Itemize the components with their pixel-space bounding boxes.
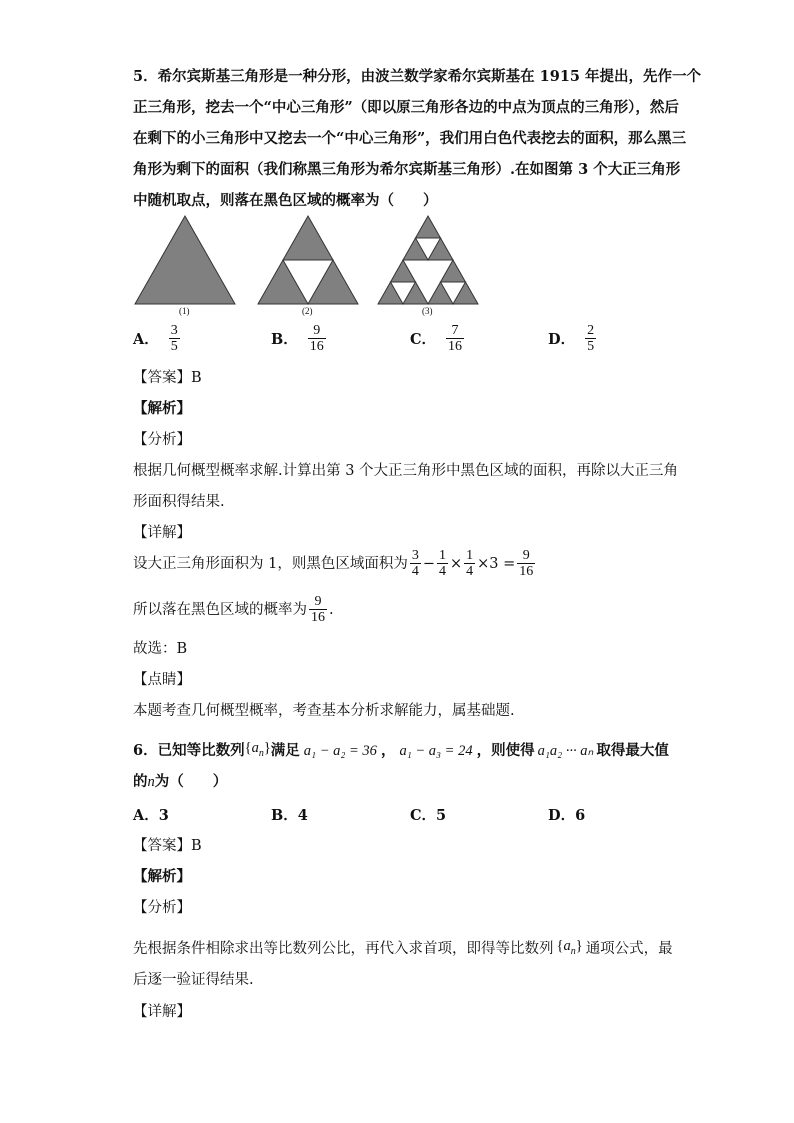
fraction: $\frac{3}{4}$	[411, 548, 419, 579]
q5-dianjing-heading: 【点睛】	[133, 672, 191, 688]
option-fraction: $\frac{3}{5}$	[170, 323, 178, 354]
detail-text: 设大正三角形面积为 1，则黑色区域面积为	[133, 555, 408, 572]
q6-text: 取得最大值	[596, 741, 669, 759]
option-label: C．	[410, 331, 437, 348]
q5-detail-line-2	[133, 594, 334, 625]
operator: ×	[450, 555, 463, 572]
q6-option-a[interactable]: A．3	[133, 807, 169, 824]
q6-text: ，	[380, 741, 396, 759]
q6-detail-heading: 【详解】	[133, 1004, 191, 1020]
figure-caption-2: (2)	[302, 306, 313, 316]
figure-caption-1: (1)	[179, 306, 190, 316]
q6-option-b[interactable]: B．4	[271, 807, 308, 824]
q5-line-1: 5．希尔宾斯基三角形是一种分形，由波兰数学家希尔宾斯基在 1915 年提出，先作一个	[133, 68, 702, 85]
q6-option-d[interactable]: D．6	[548, 807, 586, 824]
q5-choose: 故选：B	[133, 641, 188, 657]
option-label: A．	[133, 331, 159, 348]
option-fraction: $\frac{7}{16}$	[448, 323, 463, 354]
q6-fenxi-heading: 【分析】	[133, 900, 191, 916]
q5-option-a[interactable]	[133, 323, 182, 354]
q6-line-2	[133, 772, 227, 792]
q5-line-2: 正三角形，挖去一个“中心三角形”（即以原三角形各边的中点为顶点的三角形），然后	[133, 99, 679, 116]
q5-answer: 【答案】B	[133, 370, 202, 386]
q6-analysis-heading: 【解析】	[133, 868, 191, 885]
fraction: $\frac{9}{16}$	[519, 548, 534, 579]
q6-text: ，则使得	[476, 741, 535, 759]
q5-fenxi-line-1: 根据几何概型概率求解.计算出第 3 个大正三角形中黑色区域的面积，再除以大正三角	[133, 463, 679, 479]
q5-line-3: 在剩下的小三角形中又挖去一个“中心三角形”，我们用白色代表挖去的面积，那么黑三	[133, 130, 687, 147]
condition-1: a₁ − a₂ = 36	[303, 742, 377, 759]
sierpinski-figure-3	[376, 214, 480, 306]
sierpinski-figure-2	[256, 214, 360, 306]
product-expression: a₁a₂ ··· aₙ	[537, 742, 594, 759]
option-label: D．	[548, 331, 576, 348]
q5-detail-line-1	[133, 548, 537, 579]
q5-fenxi-line-2: 形面积得结果.	[133, 494, 225, 510]
q5-dianjing: 本题考查几何概型概率，考查基本分析求解能力，属基础题.	[133, 703, 515, 719]
sequence-notation: $\{a_n\}$	[556, 938, 583, 957]
q5-detail-heading: 【详解】	[133, 525, 191, 541]
n-variable: n	[147, 774, 155, 790]
operator: ×3 =	[477, 555, 516, 572]
detail-text: .	[329, 601, 334, 618]
q6-line-1	[133, 738, 669, 764]
q6-option-c[interactable]: C．5	[410, 807, 447, 824]
q5-option-c[interactable]	[410, 323, 466, 354]
fraction: $\frac{1}{4}$	[439, 548, 446, 579]
q6-fenxi-line-1	[133, 936, 673, 962]
figure-caption-3: (3)	[422, 306, 433, 316]
condition-2: a₁ − a₃ = 24	[399, 742, 473, 759]
q6-text: 的	[133, 773, 148, 790]
q5-line-5: 中随机取点，则落在黑色区域的概率为（ ）	[133, 192, 438, 209]
sequence-notation: $\{a_n\}$	[244, 740, 271, 759]
sierpinski-figure-1	[133, 214, 237, 306]
q6-text: 先根据条件相除求出等比数列公比，再代入求首项，即得等比数列	[133, 940, 554, 957]
q5-option-d[interactable]	[548, 323, 598, 354]
option-fraction: $\frac{9}{16}$	[309, 323, 324, 354]
detail-text: 所以落在黑色区域的概率为	[133, 601, 307, 618]
q6-text: 通项公式，最	[585, 940, 673, 957]
q6-text: 6．已知等比数列	[133, 741, 245, 759]
fraction: $\frac{1}{4}$	[466, 548, 474, 579]
q6-fenxi-line-2: 后逐一验证得结果.	[133, 972, 254, 988]
q6-text: 为（ ）	[154, 773, 228, 790]
option-label: B．	[271, 331, 298, 348]
operator: −	[422, 555, 435, 572]
q6-text: 满足	[270, 741, 300, 759]
fraction: $\frac{9}{16}$	[311, 594, 325, 625]
option-fraction: $\frac{2}{5}$	[587, 323, 595, 354]
q5-option-b[interactable]	[271, 323, 328, 354]
q5-fenxi-heading: 【分析】	[133, 432, 191, 448]
q5-line-4: 角形为剩下的面积（我们称黑三角形为希尔宾斯基三角形）.在如图第 3 个大正三角形	[133, 161, 681, 178]
q6-answer: 【答案】B	[133, 838, 202, 854]
q5-analysis-heading: 【解析】	[133, 400, 191, 417]
